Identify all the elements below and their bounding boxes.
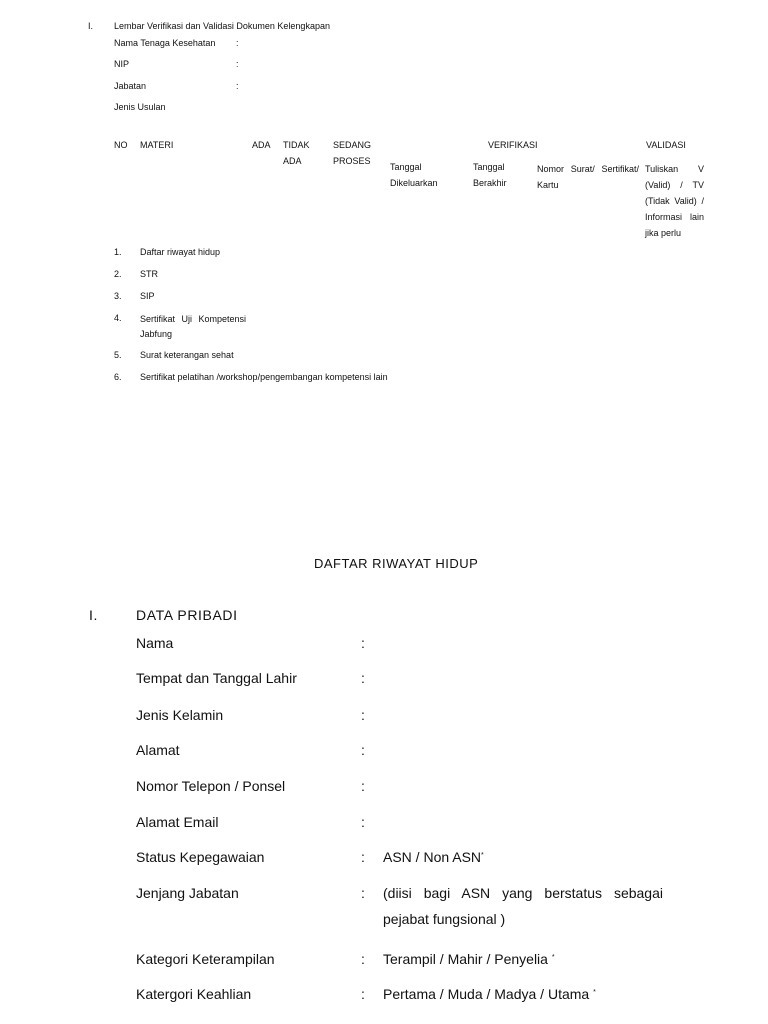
section-title: Lembar Verifikasi dan Validasi Dokumen Kelengkapan — [114, 21, 330, 31]
cv-field-label: Nama — [136, 635, 174, 651]
row-number: 3. — [114, 291, 122, 301]
row-materi: Daftar riwayat hidup — [140, 247, 221, 257]
field-colon: : — [236, 38, 239, 48]
col-header-verifikasi: VERIFIKASI — [488, 140, 538, 150]
row-number: 1. — [114, 247, 122, 257]
col-header-validasi: VALIDASI — [646, 140, 686, 150]
cv-field-label: Kategori Keterampilan — [136, 951, 275, 967]
cv-field-label: Alamat Email — [136, 814, 219, 830]
cv-field-label: Tempat dan Tanggal Lahir — [136, 670, 297, 686]
row-number: 2. — [114, 269, 122, 279]
footnote-mark: * — [551, 954, 555, 961]
field-label: Jenis Usulan — [114, 102, 166, 112]
col-header-validasi-note: Tuliskan V (Valid) / TV (Tidak Valid) / Informasi lain jika perlu — [645, 164, 704, 238]
cv-field-colon: : — [361, 707, 365, 723]
cv-field-colon: : — [361, 986, 365, 1002]
cv-field-label: Nomor Telepon / Ponsel — [136, 778, 286, 794]
row-materi: Surat keterangan sehat — [140, 350, 234, 360]
document-title: DAFTAR RIWAYAT HIDUP — [314, 556, 479, 571]
cv-section-title: DATA PRIBADI — [136, 607, 238, 623]
cv-field-colon: : — [361, 951, 365, 967]
field-colon: : — [236, 59, 239, 69]
col-header-sedang-proses: SEDANG — [333, 140, 372, 150]
row-number: 5. — [114, 350, 122, 360]
status-kepegawaian-value: ASN / Non ASN — [383, 849, 482, 865]
field-label: NIP — [114, 59, 130, 69]
cv-section-number: I. — [89, 607, 98, 623]
field-colon: : — [236, 81, 239, 91]
col-header-nomor: Nomor Surat/ Sertifikat/ Kartu — [537, 164, 639, 190]
col-header-ada: ADA — [252, 140, 271, 150]
cv-field-value — [383, 985, 596, 1003]
col-header-tanggal-berakhir-2: Berakhir — [473, 178, 507, 188]
jenjang-jabatan-value-2: pejabat fungsional ) — [383, 911, 506, 927]
row-materi: STR — [140, 269, 158, 279]
field-label: Nama Tenaga Kesehatan — [114, 38, 216, 48]
col-header-tidak-ada-2: ADA — [283, 156, 302, 166]
cv-field-label: Status Kepegawaian — [136, 849, 265, 865]
cv-field-colon: : — [361, 814, 365, 830]
kategori-keahlian-value: Pertama / Muda / Madya / Utama — [383, 986, 590, 1002]
row-number: 6. — [114, 372, 122, 382]
cv-field-label: Jenis Kelamin — [136, 707, 224, 723]
cv-field-colon: : — [361, 635, 365, 651]
jenjang-jabatan-value: (diisi bagi ASN yang berstatus sebagai — [383, 885, 663, 901]
col-header-no: NO — [114, 140, 128, 150]
row-materi: Sertifikat Uji Kompetensi Jabfung — [140, 314, 246, 339]
kategori-keterampilan-value: Terampil / Mahir / Penyelia — [383, 951, 548, 967]
col-header-materi: MATERI — [140, 140, 174, 150]
row-number: 4. — [114, 313, 122, 323]
cv-field-colon: : — [361, 778, 365, 794]
footnote-mark: * — [481, 852, 484, 859]
footnote-mark: * — [593, 989, 596, 996]
cv-field-value — [383, 950, 555, 968]
row-materi: SIP — [140, 291, 155, 301]
cv-field-colon: : — [361, 742, 365, 758]
cv-field-label: Jenjang Jabatan — [136, 885, 239, 901]
col-header-tanggal-berakhir: Tanggal — [473, 162, 505, 172]
col-header-tanggal-dikeluarkan-2: Dikeluarkan — [390, 178, 438, 188]
section-number: I. — [88, 21, 94, 31]
cv-field-colon: : — [361, 849, 365, 865]
cv-field-label: Alamat — [136, 742, 180, 758]
col-header-sedang-proses-2: PROSES — [333, 156, 371, 166]
col-header-tanggal-dikeluarkan: Tanggal — [390, 162, 422, 172]
col-header-tidak-ada: TIDAK — [283, 140, 310, 150]
cv-field-value — [383, 848, 484, 866]
cv-field-colon: : — [361, 670, 365, 686]
cv-field-colon: : — [361, 885, 365, 901]
field-label: Jabatan — [114, 81, 147, 91]
row-materi: Sertifikat pelatihan /workshop/pengembangan kompetensi lain — [140, 372, 388, 382]
cv-field-label: Katergori Keahlian — [136, 986, 252, 1002]
